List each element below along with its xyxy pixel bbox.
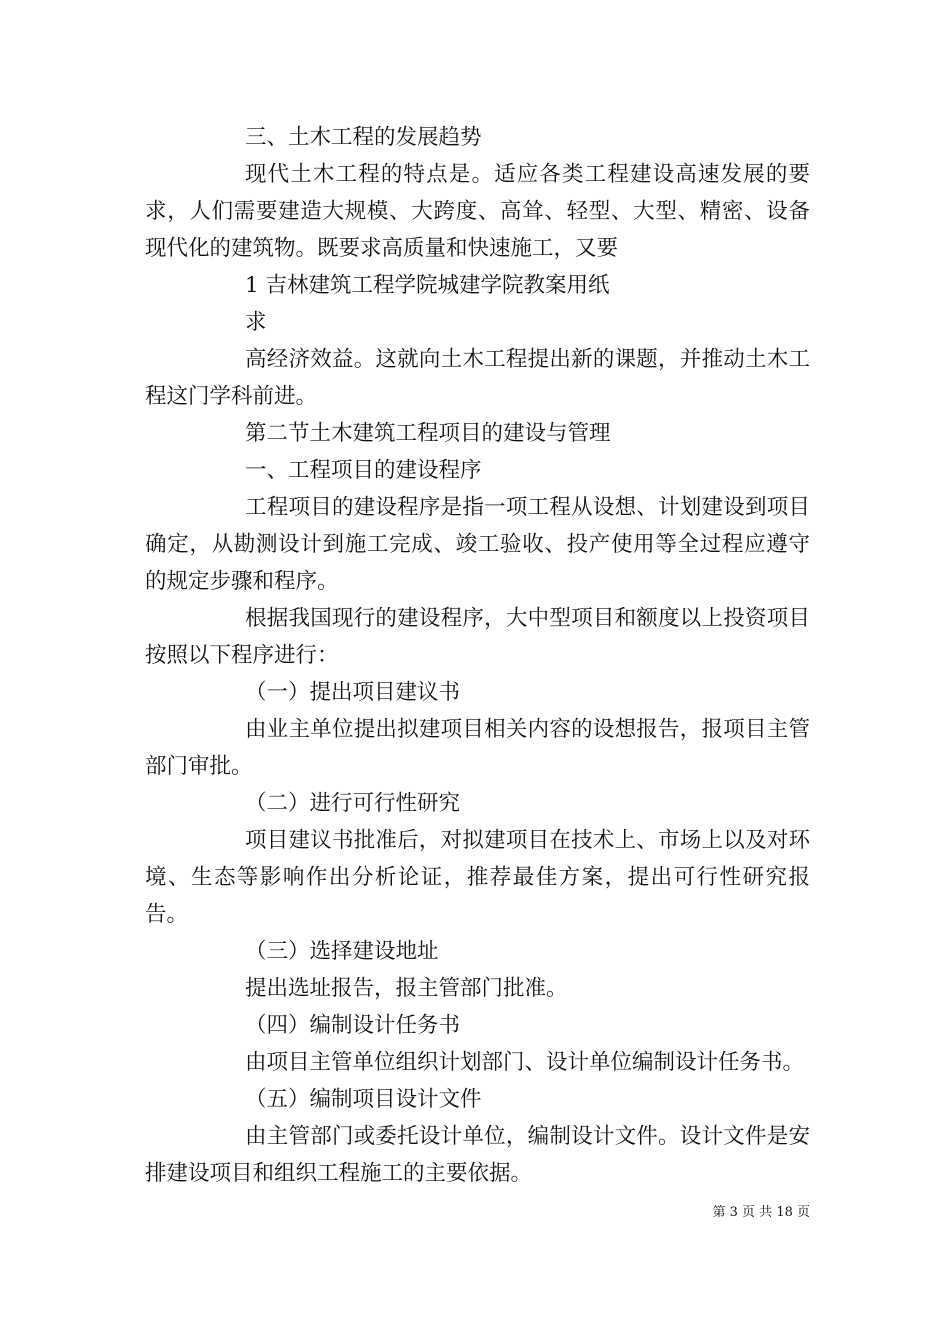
- paragraph-procedure-definition: 工程项目的建设程序是指一项工程从设想、计划建设到项目确定，从勘测设计到施工完成、竣工验收、投产使用等全过程应遵守的规定步骤和程序。: [145, 495, 810, 594]
- paragraph-feasibility: 项目建议书批准后，对拟建项目在技术上、市场上以及对环境、生态等影响作出分析论证，推荐最佳方案，提出可行性研究报告。: [145, 828, 810, 927]
- section-heading-development-trend: 三、土木工程的发展趋势: [245, 125, 482, 150]
- paragraph-design-task: 由项目主管单位组织计划部门、设计单位编制设计任务书。: [245, 1050, 805, 1075]
- document-body: [145, 119, 810, 1192]
- step-heading-design-task: （四）编制设计任务书: [245, 1013, 461, 1038]
- step-heading-site-selection: （三）选择建设地址: [245, 939, 439, 964]
- paragraph-proposal: 由业主单位提出拟建项目相关内容的设想报告，报项目主管部门审批。: [145, 717, 810, 779]
- step-heading-proposal: （一）提出项目建议书: [245, 680, 461, 705]
- paragraph-procedure-intro: 根据我国现行的建设程序，大中型项目和额度以上投资项目按照以下程序进行：: [145, 606, 810, 668]
- page-header-note: 1 吉林建筑工程学院城建学院教案用纸: [245, 273, 610, 298]
- paragraph-fragment: 求: [245, 310, 267, 335]
- paragraph-economic-benefit: 高经济效益。这就向土木工程提出新的课题，并推动土木工程这门学科前进。: [145, 347, 810, 409]
- paragraph-design-documents: 由主管部门或委托设计单位，编制设计文件。设计文件是安排建设项目和组织工程施工的主要依据。: [145, 1124, 810, 1186]
- subsection-heading-construction-procedure: 一、工程项目的建设程序: [245, 458, 482, 483]
- section-heading-project-management: 第二节土木建筑工程项目的建设与管理: [245, 421, 611, 446]
- page-number: 第 3 页 共 18 页: [712, 1205, 810, 1220]
- paragraph-modern-civil-engineering: 现代土木工程的特点是。适应各类工程建设高速发展的要求，人们需要建造大规模、大跨度、高耸、轻型、大型、精密、设备现代化的建筑物。既要求高质量和快速施工，又要: [145, 162, 810, 261]
- paragraph-site-selection: 提出选址报告，报主管部门批准。: [245, 976, 568, 1001]
- step-heading-design-documents: （五）编制项目设计文件: [245, 1087, 482, 1112]
- step-heading-feasibility: （二）进行可行性研究: [245, 791, 461, 816]
